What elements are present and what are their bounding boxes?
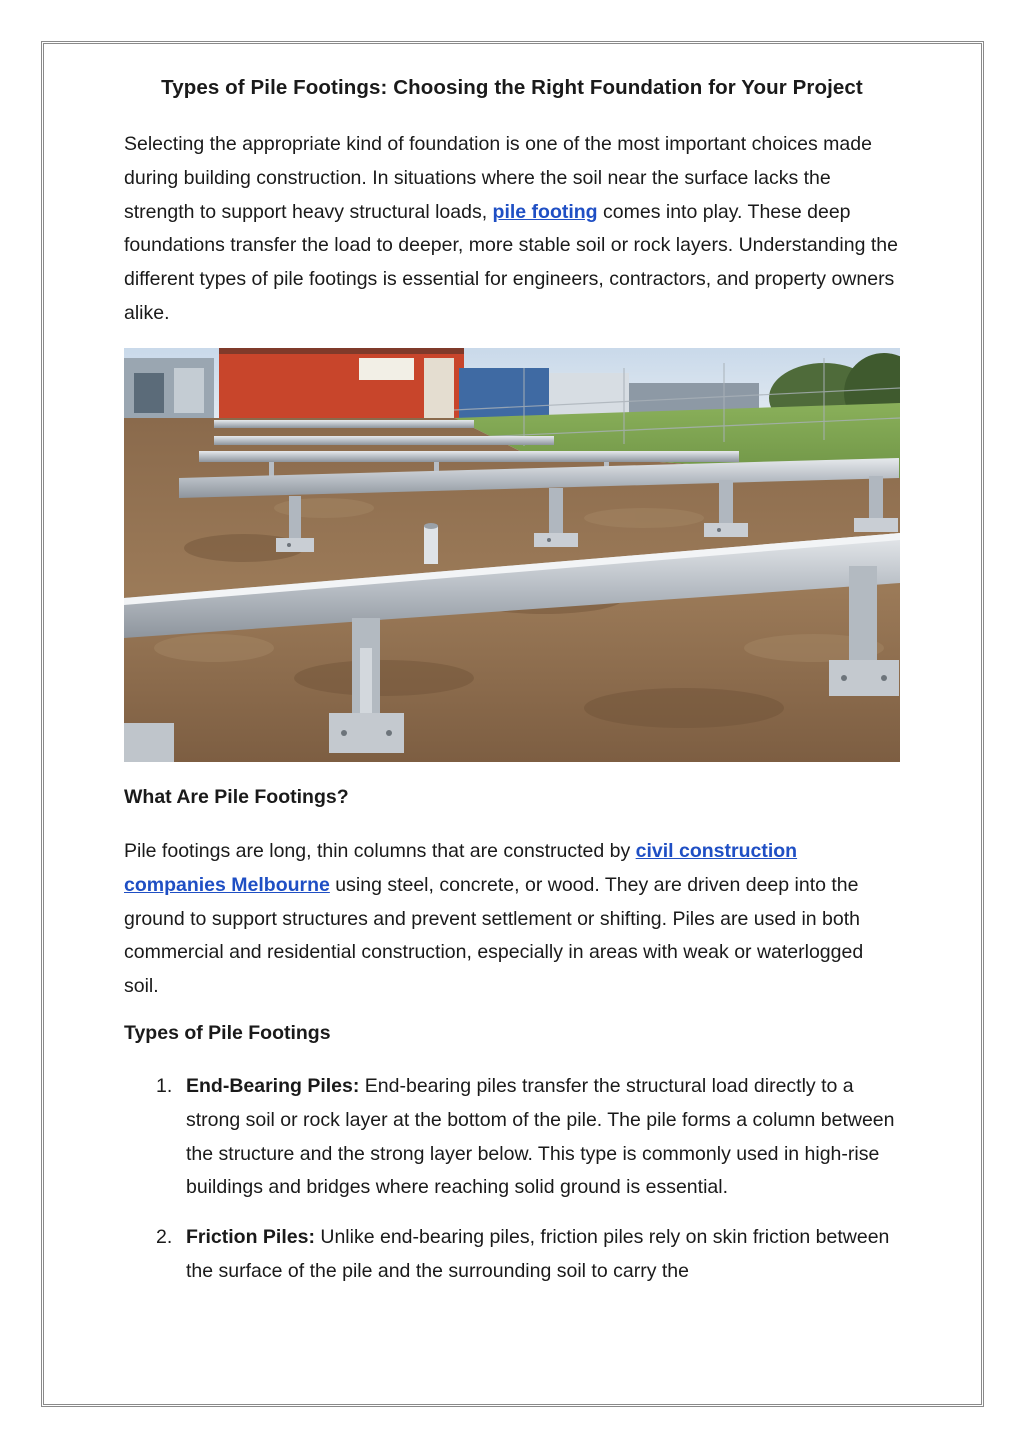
list-item-text: End-bearing piles transfer the structural load directly to a strong soil or rock layer at the bottom of the pile. The pile forms a column between the structure and the strong layer below. This type is commonly used in high-rise buildings and bridges where reaching solid ground is essential. [186, 1075, 895, 1199]
what-text-end: using steel, concrete, or wood. They are driven deep into the ground to support structures and prevent settlement or shifting. Piles are used in both commercial and residential construction, especially in areas with weak or waterlogged soil. [124, 873, 864, 998]
list-item-number: 2. [156, 1226, 173, 1249]
pile-footing-link[interactable]: pile footing [492, 200, 598, 223]
what-paragraph [124, 835, 900, 1004]
intro-text-start: Selecting the appropriate kind of foundation is one of the most important choices made during building construction. In situations where the soil near the surface lacks the strength to support heavy structural loads, [124, 133, 872, 223]
list-item-text: Unlike end-bearing piles, friction piles rely on skin friction between the surface of the pile and the surrounding soil to carry the [186, 1226, 890, 1282]
list-item [156, 1070, 900, 1205]
list-item-term: End-Bearing Piles: [186, 1075, 360, 1097]
civil-construction-link[interactable]: civil construction companies Melbourne [124, 840, 798, 896]
pile-footing-photo [124, 348, 900, 762]
list-item-term: Friction Piles: [186, 1226, 315, 1249]
section-heading-what: What Are Pile Footings? [124, 786, 349, 808]
intro-text-end: comes into play. These deep foundations transfer the load to deeper, more stable soil or rock layers. Understanding the different types of pile footings is essential for engineers, contractors, and property owners alike. [124, 200, 898, 324]
pile-types-list [124, 1070, 900, 1305]
what-text-start: Pile footings are long, thin columns that are constructed by [124, 840, 636, 862]
page-title: Types of Pile Footings: Choosing the Right Foundation for Your Project [161, 76, 863, 99]
list-item-number: 1. [156, 1075, 173, 1097]
section-heading-types: Types of Pile Footings [124, 1022, 331, 1044]
list-item [156, 1221, 900, 1289]
intro-paragraph [124, 128, 900, 331]
